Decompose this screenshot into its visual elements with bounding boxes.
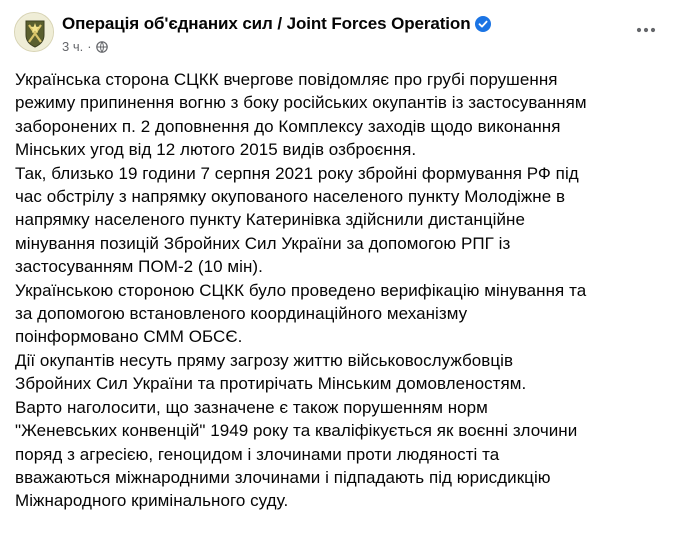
post-header <box>14 12 664 62</box>
post-text-line: напрямку населеного пункту Катеринівка здійснили дистанційне <box>15 210 525 230</box>
post-text-line: поряд з агресією, геноцидом і злочинами проти людяності та <box>15 444 500 464</box>
more-dots-icon <box>636 27 656 33</box>
page-title[interactable] <box>62 14 491 34</box>
post-text-line: за допомогою встановленого координаційного механізму <box>15 304 468 324</box>
globe-icon[interactable] <box>96 41 108 53</box>
post-text-line: Варто наголосити, що зазначене є також порушенням норм <box>15 397 488 417</box>
meta-separator: · <box>87 39 92 54</box>
post-text-line: Мінських угод від 12 лютого 2015 видів озброєння. <box>15 140 417 160</box>
post-text-line: мінування позицій Збройних Сил України за допомогою РПГ із <box>15 233 511 253</box>
post-options-button[interactable] <box>628 12 664 48</box>
post-text-line: "Женевських конвенцій" 1949 року та кваліфікується як воєнні злочини <box>15 421 578 441</box>
post-timestamp[interactable]: 3 ч. <box>62 39 84 54</box>
post-text-line: режиму припинення вогню з боку російських окупантів із застосуванням <box>15 93 587 113</box>
post-text-line: Так, близько 19 години 7 серпня 2021 року збройні формування РФ під <box>15 163 579 183</box>
avatar[interactable] <box>14 12 54 52</box>
verified-badge-icon <box>475 16 491 32</box>
post-text-line: Міжнародного кримінального суду. <box>15 491 289 511</box>
post-text-line: Дії окупантів несуть пряму загрозу життю військовослужбовців <box>15 350 514 370</box>
post-text-line: Українська сторона СЦКК вчергове повідомляє про грубі порушення <box>15 70 558 89</box>
post-text-line: вважаються міжнародними злочинами і підпадають під юрисдикцію <box>15 467 551 487</box>
author-name[interactable]: Операція об'єднаних сил / Joint Forces Operation <box>62 14 471 33</box>
post-meta <box>62 39 108 54</box>
post-message <box>15 68 667 513</box>
joint-forces-emblem-icon <box>15 13 54 52</box>
post-text-line: Збройних Сил України та протирічать Мінським домовленостям. <box>15 374 527 394</box>
post-text-line: заборонених п. 2 доповнення до Комплексу заходів щодо виконання <box>15 116 561 136</box>
post-text-line: Українською стороною СЦКК було проведено верифікацію мінування та <box>15 280 587 300</box>
post-text-line: поінформовано СММ ОБСЄ. <box>15 327 243 347</box>
post-text-line: застосуванням ПОМ-2 (10 мін). <box>15 257 263 277</box>
post-text-line: час обстрілу з напрямку окупованого населеного пункту Молодіжне в <box>15 187 566 207</box>
